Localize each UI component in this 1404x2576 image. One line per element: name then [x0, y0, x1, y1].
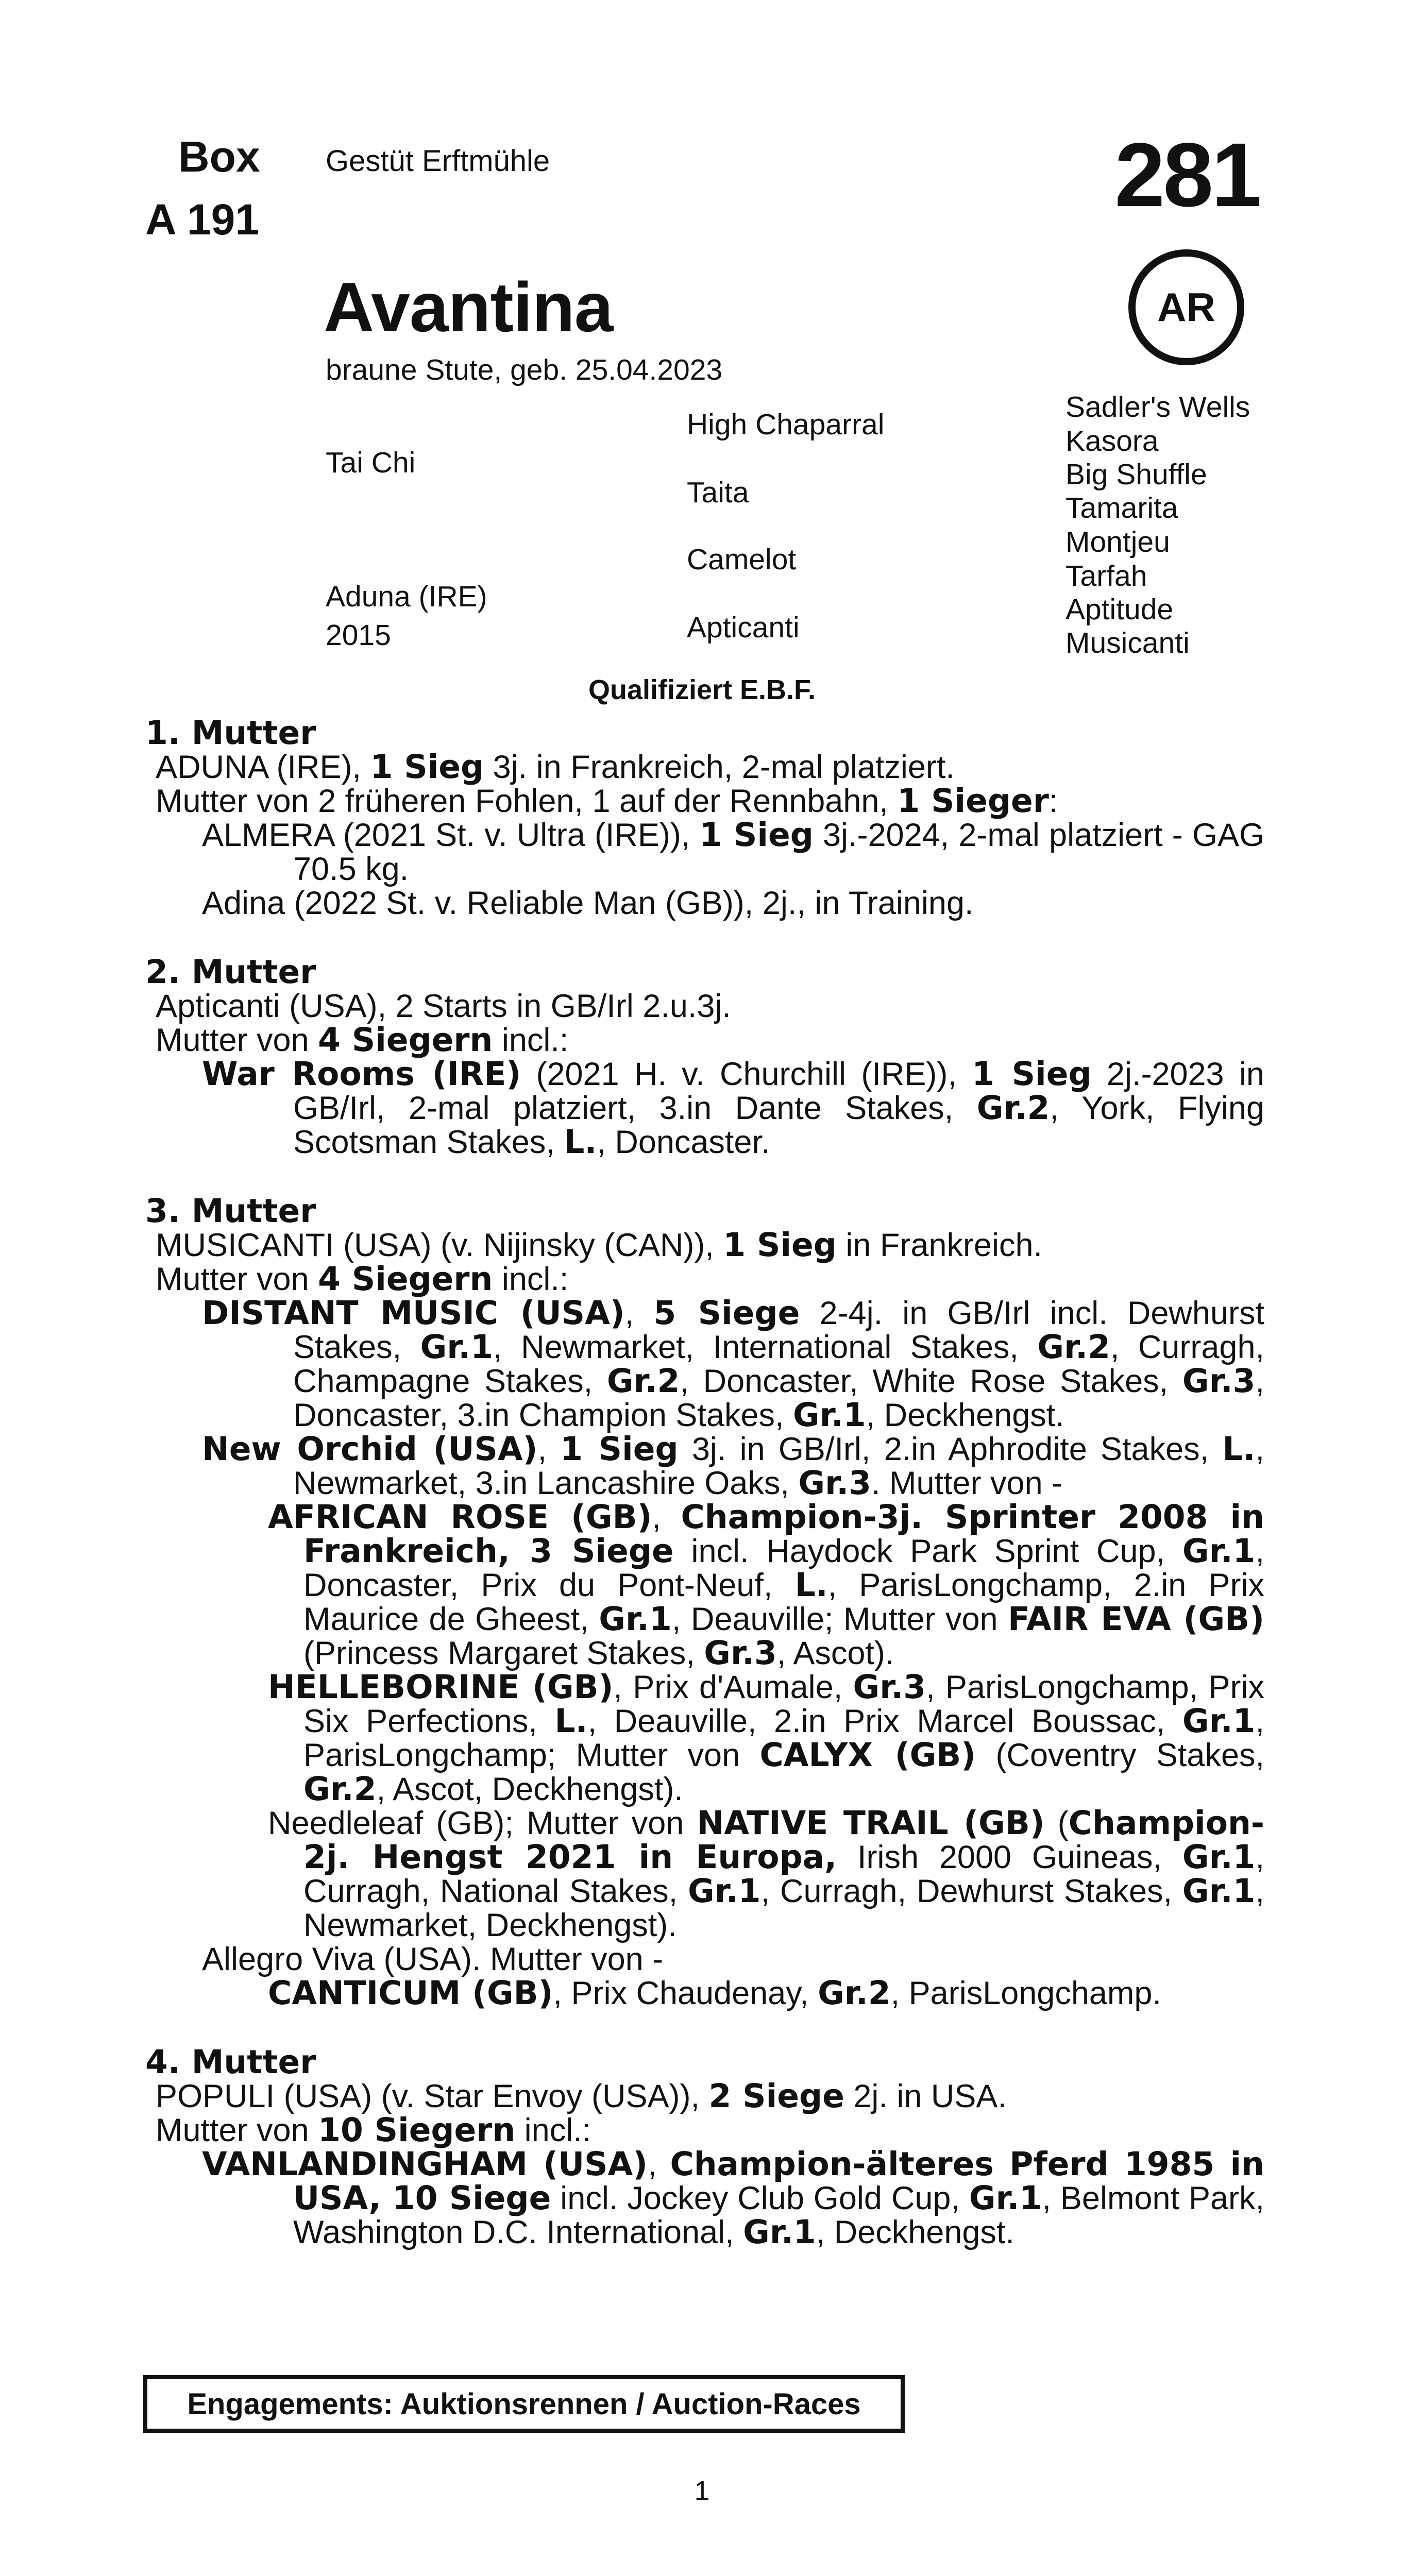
- qualification: Qualifiziert E.B.F.: [588, 674, 816, 705]
- section-fourth-dam: [145, 2045, 1264, 2249]
- pedigree-dam: Aduna (IRE): [326, 580, 487, 613]
- section-title: 1. Mutter: [145, 714, 316, 752]
- section-first-dam: [145, 716, 1264, 920]
- produce-entry: New Orchid (USA), 1 Sieg 3j. in GB/Irl, 2.in Aphrodite Stakes, L., Newmarket, 3.in Lancashire Oaks, Gr.3. Mutter von -: [202, 1430, 1264, 1502]
- produce-summary: Mutter von 2 früheren Fohlen, 1 auf der Rennbahn, 1 Sieger:: [156, 782, 1058, 820]
- dam-record: Apticanti (USA), 2 Starts in GB/Irl 2.u.3j.: [156, 988, 731, 1024]
- produce-entry: AFRICAN ROSE (GB), Champion-3j. Sprinter 2008 in Frankreich, 3 Siege incl. Haydock Park Sprint Cup, Gr.1, Doncaster, Prix du Pont-Neuf, L., ParisLongchamp, 2.in Prix Maurice de Gheest, Gr.1, Deauville; Mutter von FAIR EVA (GB) (Princess Margaret Stakes, Gr.3, Ascot).: [268, 1498, 1264, 1672]
- produce-entry: ALMERA (2021 St. v. Ultra (IRE)), 1 Sieg 3j.-2024, 2-mal platziert - GAG 70.5 kg.: [202, 816, 1264, 887]
- section-title: 2. Mutter: [145, 953, 316, 991]
- ar-badge-label: AR: [1157, 284, 1215, 330]
- dam-record: MUSICANTI (USA) (v. Nijinsky (CAN)), 1 Sieg in Frankreich.: [156, 1226, 1043, 1264]
- produce-entry: DISTANT MUSIC (USA), 5 Siege 2-4j. in GB/Irl incl. Dewhurst Stakes, Gr.1, Newmarket, International Stakes, Gr.2, Curragh, Champagne Stakes, Gr.2, Doncaster, White Rose Stakes, Gr.3, Doncaster, 3.in Champion Stakes, Gr.1, Deckhengst.: [202, 1294, 1265, 1434]
- horse-description: braune Stute, geb. 25.04.2023: [326, 353, 723, 386]
- pedigree-sire-sire: High Chaparral: [687, 408, 885, 441]
- engagements-box: [143, 2375, 905, 2433]
- pedigree-dam-sire: Camelot: [687, 543, 797, 576]
- section-third-dam: [145, 1194, 1264, 2010]
- breeder-name: Gestüt Erftmühle: [326, 144, 550, 178]
- pedigree-g3-4: Tamarita: [1065, 492, 1178, 524]
- produce-summary: Mutter von 4 Siegern incl.:: [156, 1260, 569, 1298]
- produce-entry: CANTICUM (GB), Prix Chaudenay, Gr.2, ParisLongchamp.: [268, 1974, 1161, 2012]
- pedigree-g3-3: Big Shuffle: [1065, 458, 1207, 491]
- dam-record: ADUNA (IRE), 1 Sieg 3j. in Frankreich, 2-mal platziert.: [156, 748, 955, 786]
- produce-entry: War Rooms (IRE) (2021 H. v. Churchill (IRE)), 1 Sieg 2j.-2023 in GB/Irl, 2-mal platziert, 3.in Dante Stakes, Gr.2, York, Flying Scotsman Stakes, L., Doncaster.: [202, 1055, 1265, 1161]
- pedigree-g3-8: Musicanti: [1065, 626, 1190, 659]
- produce-entry: Allegro Viva (USA). Mutter von -: [202, 1941, 664, 1977]
- pedigree-g3-7: Aptitude: [1065, 593, 1174, 626]
- engagements-text: Engagements: Auktionsrennen / Auction-Races: [187, 2387, 861, 2421]
- produce-entry: VANLANDINGHAM (USA), Champion-älteres Pferd 1985 in USA, 10 Siege incl. Jockey Club Gold Cup, Gr.1, Belmont Park, Washington D.C. International, Gr.1, Deckhengst.: [202, 2145, 1264, 2251]
- dam-record: POPULI (USA) (v. Star Envoy (USA)), 2 Siege 2j. in USA.: [156, 2077, 1007, 2115]
- box-label: Box: [178, 132, 260, 181]
- produce-entry: Needleleaf (GB); Mutter von NATIVE TRAIL (GB) (Champion-2j. Hengst 2021 in Europa, Irish 2000 Guineas, Gr.1, Curragh, National Stakes, Gr.1, Curragh, Dewhurst Stakes, Gr.1, Newmarket, Deckhengst).: [268, 1804, 1265, 1943]
- section-title: 3. Mutter: [145, 1192, 316, 1230]
- produce-entry: HELLEBORINE (GB), Prix d'Aumale, Gr.3, ParisLongchamp, Prix Six Perfections, L., Deauville, 2.in Prix Marcel Boussac, Gr.1, ParisLongchamp; Mutter von CALYX (GB) (Coventry Stakes, Gr.2, Ascot, Deckhengst).: [268, 1668, 1265, 1808]
- produce-summary: Mutter von 10 Siegern incl.:: [156, 2111, 591, 2149]
- pedigree-dam-dam: Apticanti: [687, 611, 800, 644]
- pedigree-dam-year: 2015: [326, 619, 391, 652]
- pedigree-sire: Tai Chi: [326, 446, 416, 479]
- lot-number: 281: [1114, 125, 1260, 226]
- pedigree-sire-dam: Taita: [687, 476, 749, 509]
- pedigree-g3-6: Tarfah: [1065, 560, 1147, 592]
- box-number: A 191: [145, 195, 260, 244]
- produce-summary: Mutter von 4 Siegern incl.:: [156, 1021, 569, 1059]
- pedigree-g3-1: Sadler's Wells: [1065, 391, 1250, 423]
- pedigree-g3-5: Montjeu: [1065, 526, 1170, 558]
- dam-line: [145, 716, 1264, 2284]
- horse-name: Avantina: [324, 268, 613, 346]
- ar-badge: [1128, 249, 1244, 365]
- section-title: 4. Mutter: [145, 2043, 316, 2081]
- section-second-dam: [145, 955, 1264, 1159]
- page-number: 1: [694, 2476, 710, 2506]
- produce-entry: Adina (2022 St. v. Reliable Man (GB)), 2j., in Training.: [202, 885, 974, 921]
- pedigree-g3-2: Kasora: [1065, 425, 1159, 457]
